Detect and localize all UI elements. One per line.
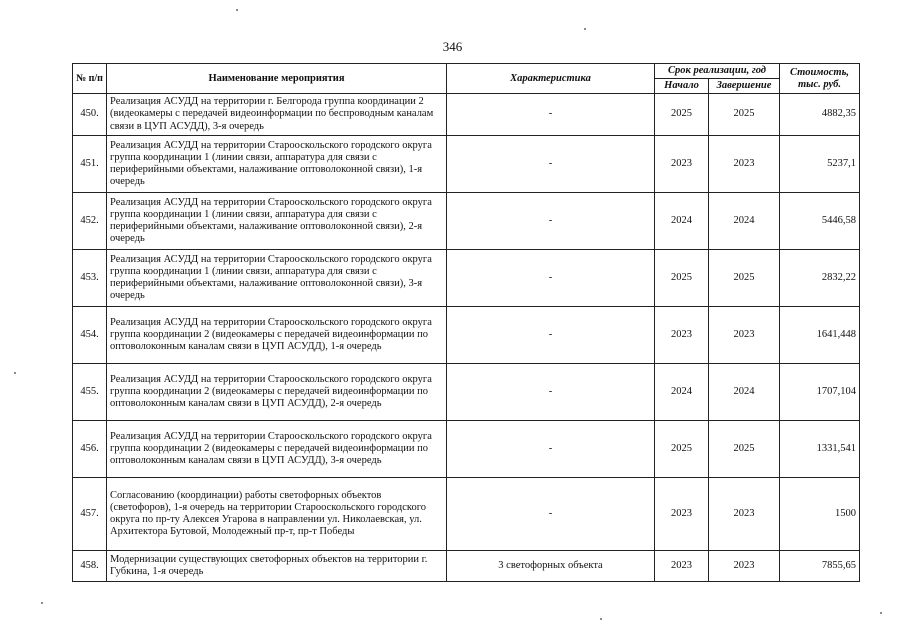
row-name: Реализация АСУДД на территории г. Белгорода группа координации 2 (видеокамеры с передачей видеоинформации по беспроводным каналам связи в ЦУП АСУДД), 3-я очередь	[107, 94, 447, 136]
row-number: 457.	[73, 478, 107, 551]
row-cost: 1500	[780, 478, 860, 551]
row-end-year: 2023	[709, 136, 780, 193]
scan-speck	[584, 28, 586, 30]
row-start-year: 2025	[655, 250, 709, 307]
header-cost: Стоимость, тыс. руб.	[780, 64, 860, 94]
row-start-year: 2025	[655, 421, 709, 478]
row-cost: 1707,104	[780, 364, 860, 421]
scan-speck	[236, 9, 238, 11]
table-row	[73, 250, 860, 307]
header-end: Завершение	[709, 79, 780, 94]
row-start-year: 2023	[655, 136, 709, 193]
row-end-year: 2025	[709, 94, 780, 136]
scan-speck	[600, 618, 602, 620]
row-cost: 2832,22	[780, 250, 860, 307]
row-cost: 5237,1	[780, 136, 860, 193]
row-characteristic: -	[447, 250, 655, 307]
row-characteristic: -	[447, 136, 655, 193]
row-start-year: 2024	[655, 364, 709, 421]
scan-speck	[14, 372, 16, 374]
measures-table	[72, 63, 860, 582]
row-number: 455.	[73, 364, 107, 421]
page-number: 346	[442, 39, 463, 54]
row-number: 454.	[73, 307, 107, 364]
row-cost: 5446,58	[780, 193, 860, 250]
row-characteristic: -	[447, 193, 655, 250]
row-start-year: 2023	[655, 307, 709, 364]
row-name: Согласованию (координации) работы светофорных объектов (светофоров), 1-я очередь на территории Старооскольского городского округа по пр-ту Алексея Угарова в направлении ул. Николаевская, ул. Архитектора Бутовой, Молодежный пр-т, пр-т Победы	[107, 478, 447, 551]
row-start-year: 2023	[655, 478, 709, 551]
row-cost: 1641,448	[780, 307, 860, 364]
header-name: Наименование мероприятия	[107, 64, 447, 94]
row-name: Реализация АСУДД на территории Старооскольского городского округа группа координации 1 (линии связи, аппаратура для связи с периферийными объектами, налаживание оптоволоконной связи), 3-я очередь	[107, 250, 447, 307]
row-characteristic: -	[447, 478, 655, 551]
row-end-year: 2024	[709, 193, 780, 250]
row-start-year: 2025	[655, 94, 709, 136]
row-name: Реализация АСУДД на территории Старооскольского городского округа группа координации 2 (видеокамеры с передачей видеоинформации по оптоволоконным каналам связи в ЦУП АСУДД), 1-я очередь	[107, 307, 447, 364]
row-number: 453.	[73, 250, 107, 307]
table-row	[73, 478, 860, 551]
header-term: Срок реализации, год	[655, 64, 780, 79]
row-characteristic: 3 светофорных объекта	[447, 551, 655, 582]
row-end-year: 2025	[709, 421, 780, 478]
scan-speck	[41, 602, 43, 604]
row-name: Реализация АСУДД на территории Старооскольского городского округа группа координации 2 (видеокамеры с передачей видеоинформации по оптоволоконным каналам связи в ЦУП АСУДД), 3-я очередь	[107, 421, 447, 478]
row-end-year: 2023	[709, 551, 780, 582]
row-name: Модернизации существующих светофорных объектов на территории г. Губкина, 1-я очередь	[107, 551, 447, 582]
row-name: Реализация АСУДД на территории Старооскольского городского округа группа координации 1 (линии связи, аппаратура для связи с периферийными объектами, налаживание оптоволоконной связи), 2-я очередь	[107, 193, 447, 250]
table-row	[73, 364, 860, 421]
scan-speck	[880, 612, 882, 614]
row-number: 456.	[73, 421, 107, 478]
row-characteristic: -	[447, 307, 655, 364]
row-number: 458.	[73, 551, 107, 582]
header-characteristic: Характеристика	[447, 64, 655, 94]
row-end-year: 2023	[709, 478, 780, 551]
row-cost: 7855,65	[780, 551, 860, 582]
row-start-year: 2023	[655, 551, 709, 582]
table-row	[73, 421, 860, 478]
row-number: 450.	[73, 94, 107, 136]
row-number: 452.	[73, 193, 107, 250]
table-row	[73, 551, 860, 582]
row-end-year: 2025	[709, 250, 780, 307]
row-name: Реализация АСУДД на территории Старооскольского городского округа группа координации 1 (линии связи, аппаратура для связи с периферийными объектами, налаживание оптоволоконной связи), 1-я очередь	[107, 136, 447, 193]
table-row	[73, 136, 860, 193]
row-end-year: 2023	[709, 307, 780, 364]
row-name: Реализация АСУДД на территории Старооскольского городского округа группа координации 2 (видеокамеры с передачей видеоинформации по оптоволоконным каналам связи в ЦУП АСУДД), 2-я очередь	[107, 364, 447, 421]
row-start-year: 2024	[655, 193, 709, 250]
row-characteristic: -	[447, 421, 655, 478]
header-num: № п/п	[73, 64, 107, 94]
row-characteristic: -	[447, 364, 655, 421]
row-cost: 4882,35	[780, 94, 860, 136]
table-row	[73, 193, 860, 250]
table-row	[73, 307, 860, 364]
row-number: 451.	[73, 136, 107, 193]
row-cost: 1331,541	[780, 421, 860, 478]
header-start: Начало	[655, 79, 709, 94]
row-characteristic: -	[447, 94, 655, 136]
row-end-year: 2024	[709, 364, 780, 421]
table-row	[73, 94, 860, 136]
